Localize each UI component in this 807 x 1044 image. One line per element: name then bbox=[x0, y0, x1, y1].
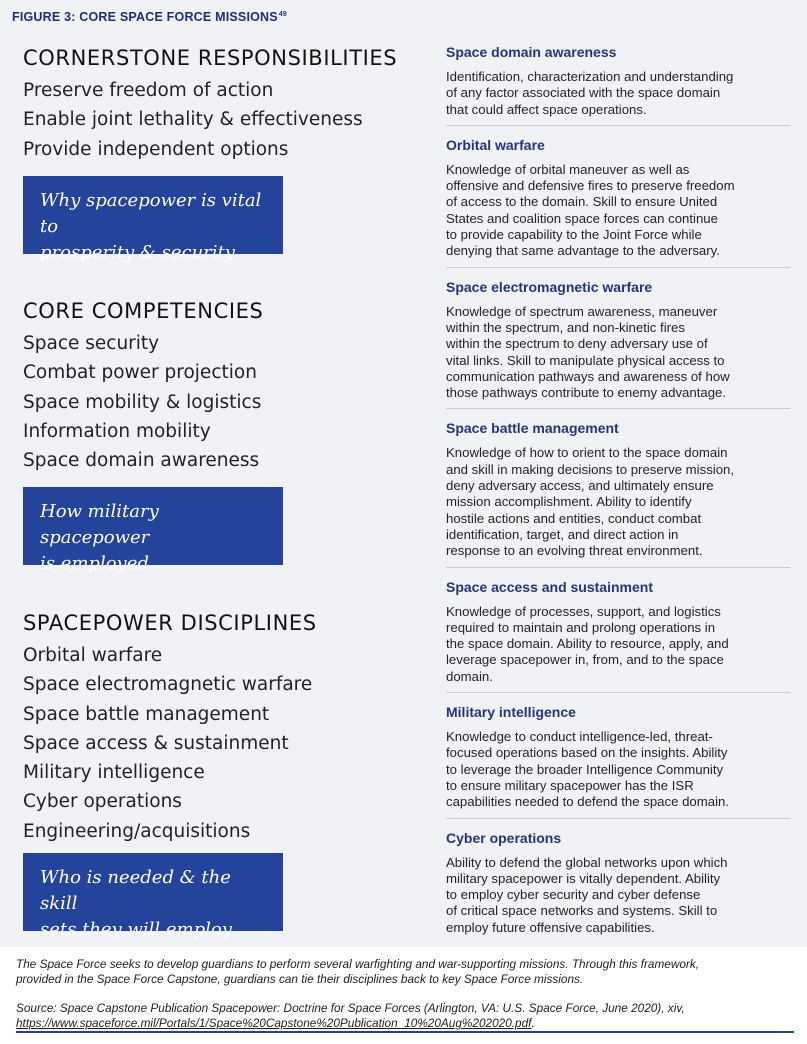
cornerstone-section bbox=[23, 46, 397, 164]
desc-line: response to an evolving threat environment. bbox=[446, 543, 703, 559]
figure-caption bbox=[16, 957, 796, 987]
desc-line: to provide capability to the Joint Force while bbox=[446, 227, 702, 243]
desc-line: identification, target, and direct action in bbox=[446, 526, 679, 542]
section-item: Preserve freedom of action bbox=[23, 80, 274, 101]
mission-title: Space battle management bbox=[446, 420, 619, 437]
mission-description bbox=[446, 445, 790, 559]
mission-entry bbox=[446, 44, 790, 126]
bottom-divider bbox=[16, 1031, 794, 1033]
desc-line: mission accomplishment. Ability to identify bbox=[446, 494, 692, 510]
mission-title: Cyber operations bbox=[446, 829, 562, 846]
section-item: Provide independent options bbox=[23, 138, 289, 160]
mission-title: Military intelligence bbox=[446, 704, 576, 721]
mission-description bbox=[446, 69, 790, 118]
desc-line: within the spectrum, and non-kinetic fires bbox=[446, 319, 685, 335]
source-text: Source: Space Capstone Publication Spacepower: Doctrine for Space Forces (Arlington, VA: U.S. Space Force, June 2020), xiv, bbox=[16, 1001, 685, 1015]
callout-line: How military spacepower bbox=[40, 501, 159, 548]
mission-description bbox=[446, 162, 790, 260]
section-heading: SPACEPOWER DISCIPLINES bbox=[23, 611, 317, 635]
desc-line: Knowledge of orbital maneuver as well as bbox=[446, 161, 690, 177]
section-heading: CORNERSTONE RESPONSIBILITIES bbox=[23, 46, 398, 70]
section-item: Space security bbox=[23, 333, 160, 354]
section-item: Space battle management bbox=[23, 703, 270, 725]
desc-line: required to maintain and prolong operations in bbox=[446, 619, 716, 635]
desc-line: the space domain. Ability to resource, apply, and bbox=[446, 636, 729, 652]
desc-line: of critical space networks and systems. Skill to bbox=[446, 903, 718, 919]
caption-line: The Space Force seeks to develop guardians to perform several warfighting and war-supporting missions. Through this framework, bbox=[16, 957, 700, 971]
missions-column bbox=[446, 44, 790, 954]
desc-line: communication pathways and awareness of how bbox=[446, 368, 730, 384]
caption-line: provided in the Space Force Capstone, guardians can tie their disciplines back to key Space Force missions. bbox=[16, 972, 584, 986]
source-link[interactable]: https://www.spaceforce.mil/Portals/1/Space%20Capstone%20Publication_10%20Aug%202020.pdf bbox=[16, 1016, 532, 1030]
mission-title: Space electromagnetic warfare bbox=[446, 278, 653, 295]
mission-entry bbox=[446, 579, 790, 693]
desc-line: vital links. Skill to manipulate physical access to bbox=[446, 352, 725, 368]
section-item: Space electromagnetic warfare bbox=[23, 674, 313, 696]
mission-entry bbox=[446, 420, 790, 567]
mission-description bbox=[446, 855, 790, 936]
section-heading: CORE COMPETENCIES bbox=[23, 299, 264, 323]
section-item: Orbital warfare bbox=[23, 645, 163, 666]
mission-entry bbox=[446, 830, 790, 943]
desc-line: offensive and defensive fires to preserve freedom bbox=[446, 178, 735, 194]
mission-description bbox=[446, 729, 790, 810]
desc-line: hostile actions and entities, conduct combat bbox=[446, 510, 702, 526]
desc-line: to leverage the broader Intelligence Community bbox=[446, 761, 724, 777]
source-suffix: . bbox=[531, 1016, 535, 1030]
desc-line: of access to the domain. Skill to ensure United bbox=[446, 194, 718, 210]
figure-title: FIGURE 3: CORE SPACE FORCE MISSIONS$^{49}$ bbox=[12, 10, 288, 24]
callout-line: is employed bbox=[40, 553, 149, 574]
callout-line: Why spacepower is vital to bbox=[40, 190, 262, 237]
desc-line: and skill in making decisions to preserve mission, bbox=[446, 461, 735, 477]
desc-line: States and coalition space forces can continue bbox=[446, 210, 718, 226]
callout-box bbox=[23, 853, 283, 940]
footnote-marker: 49 bbox=[278, 11, 288, 18]
desc-line: employ future offensive capabilities. bbox=[446, 919, 655, 935]
disciplines-section bbox=[23, 611, 317, 846]
callout-box bbox=[23, 176, 283, 263]
source-citation bbox=[16, 1001, 796, 1031]
desc-line: denying that same advantage to the adversary. bbox=[446, 243, 720, 259]
callout-box bbox=[23, 487, 283, 574]
desc-line: military spacepower is vitally dependent. Ability bbox=[446, 870, 721, 886]
desc-line: Knowledge to conduct intelligence-led, threat- bbox=[446, 729, 713, 745]
desc-line: Knowledge of how to orient to the space domain bbox=[446, 445, 728, 461]
desc-line: within the spectrum to deny adversary use of bbox=[446, 336, 708, 352]
competencies-section bbox=[23, 299, 263, 475]
section-item: Space mobility & logistics bbox=[23, 391, 262, 413]
mission-entry bbox=[446, 137, 790, 268]
mission-description bbox=[446, 304, 790, 402]
section-item: Military intelligence bbox=[23, 762, 205, 784]
desc-line: leverage spacepower in, from, and to the space bbox=[446, 652, 724, 668]
mission-entry bbox=[446, 279, 790, 410]
section-item: Combat power projection bbox=[23, 362, 257, 384]
callout-line: Who is needed & the skill bbox=[40, 867, 231, 914]
desc-line: deny adversary access, and ultimately ensure bbox=[446, 478, 714, 494]
desc-line: Knowledge of spectrum awareness, maneuver bbox=[446, 303, 718, 319]
mission-title: Space access and sustainment bbox=[446, 578, 653, 595]
mission-entry bbox=[446, 704, 790, 818]
desc-line: domain. bbox=[446, 668, 493, 684]
desc-line: those pathways contribute to enemy advantage. bbox=[446, 385, 727, 401]
section-item: Cyber operations bbox=[23, 791, 182, 813]
section-item: Information mobility bbox=[23, 420, 211, 442]
mission-title: Space domain awareness bbox=[446, 44, 617, 60]
desc-line: of any factor associated with the space domain bbox=[446, 85, 721, 101]
desc-line: focused operations based on the insights. Ability bbox=[446, 745, 728, 761]
callout-line: prosperity & security bbox=[40, 242, 235, 263]
section-item: Space access & sustainment bbox=[23, 732, 289, 754]
desc-line: Identification, characterization and understanding bbox=[446, 69, 734, 84]
desc-line: that could affect space operations. bbox=[446, 101, 647, 117]
desc-line: Knowledge of processes, support, and logistics bbox=[446, 603, 721, 619]
desc-line: to employ cyber security and cyber defense bbox=[446, 887, 701, 903]
callout-line: sets they will employ bbox=[40, 919, 232, 940]
mission-title: Orbital warfare bbox=[446, 136, 545, 153]
section-item: Space domain awareness bbox=[23, 450, 260, 472]
mission-description bbox=[446, 604, 790, 685]
desc-line: capabilities needed to defend the space domain. bbox=[446, 794, 730, 810]
desc-line: Ability to defend the global networks upon which bbox=[446, 854, 728, 870]
desc-line: to ensure military spacepower has the ISR bbox=[446, 777, 694, 793]
section-item: Enable joint lethality & effectiveness bbox=[23, 109, 363, 131]
section-item: Engineering/acquisitions bbox=[23, 820, 251, 842]
